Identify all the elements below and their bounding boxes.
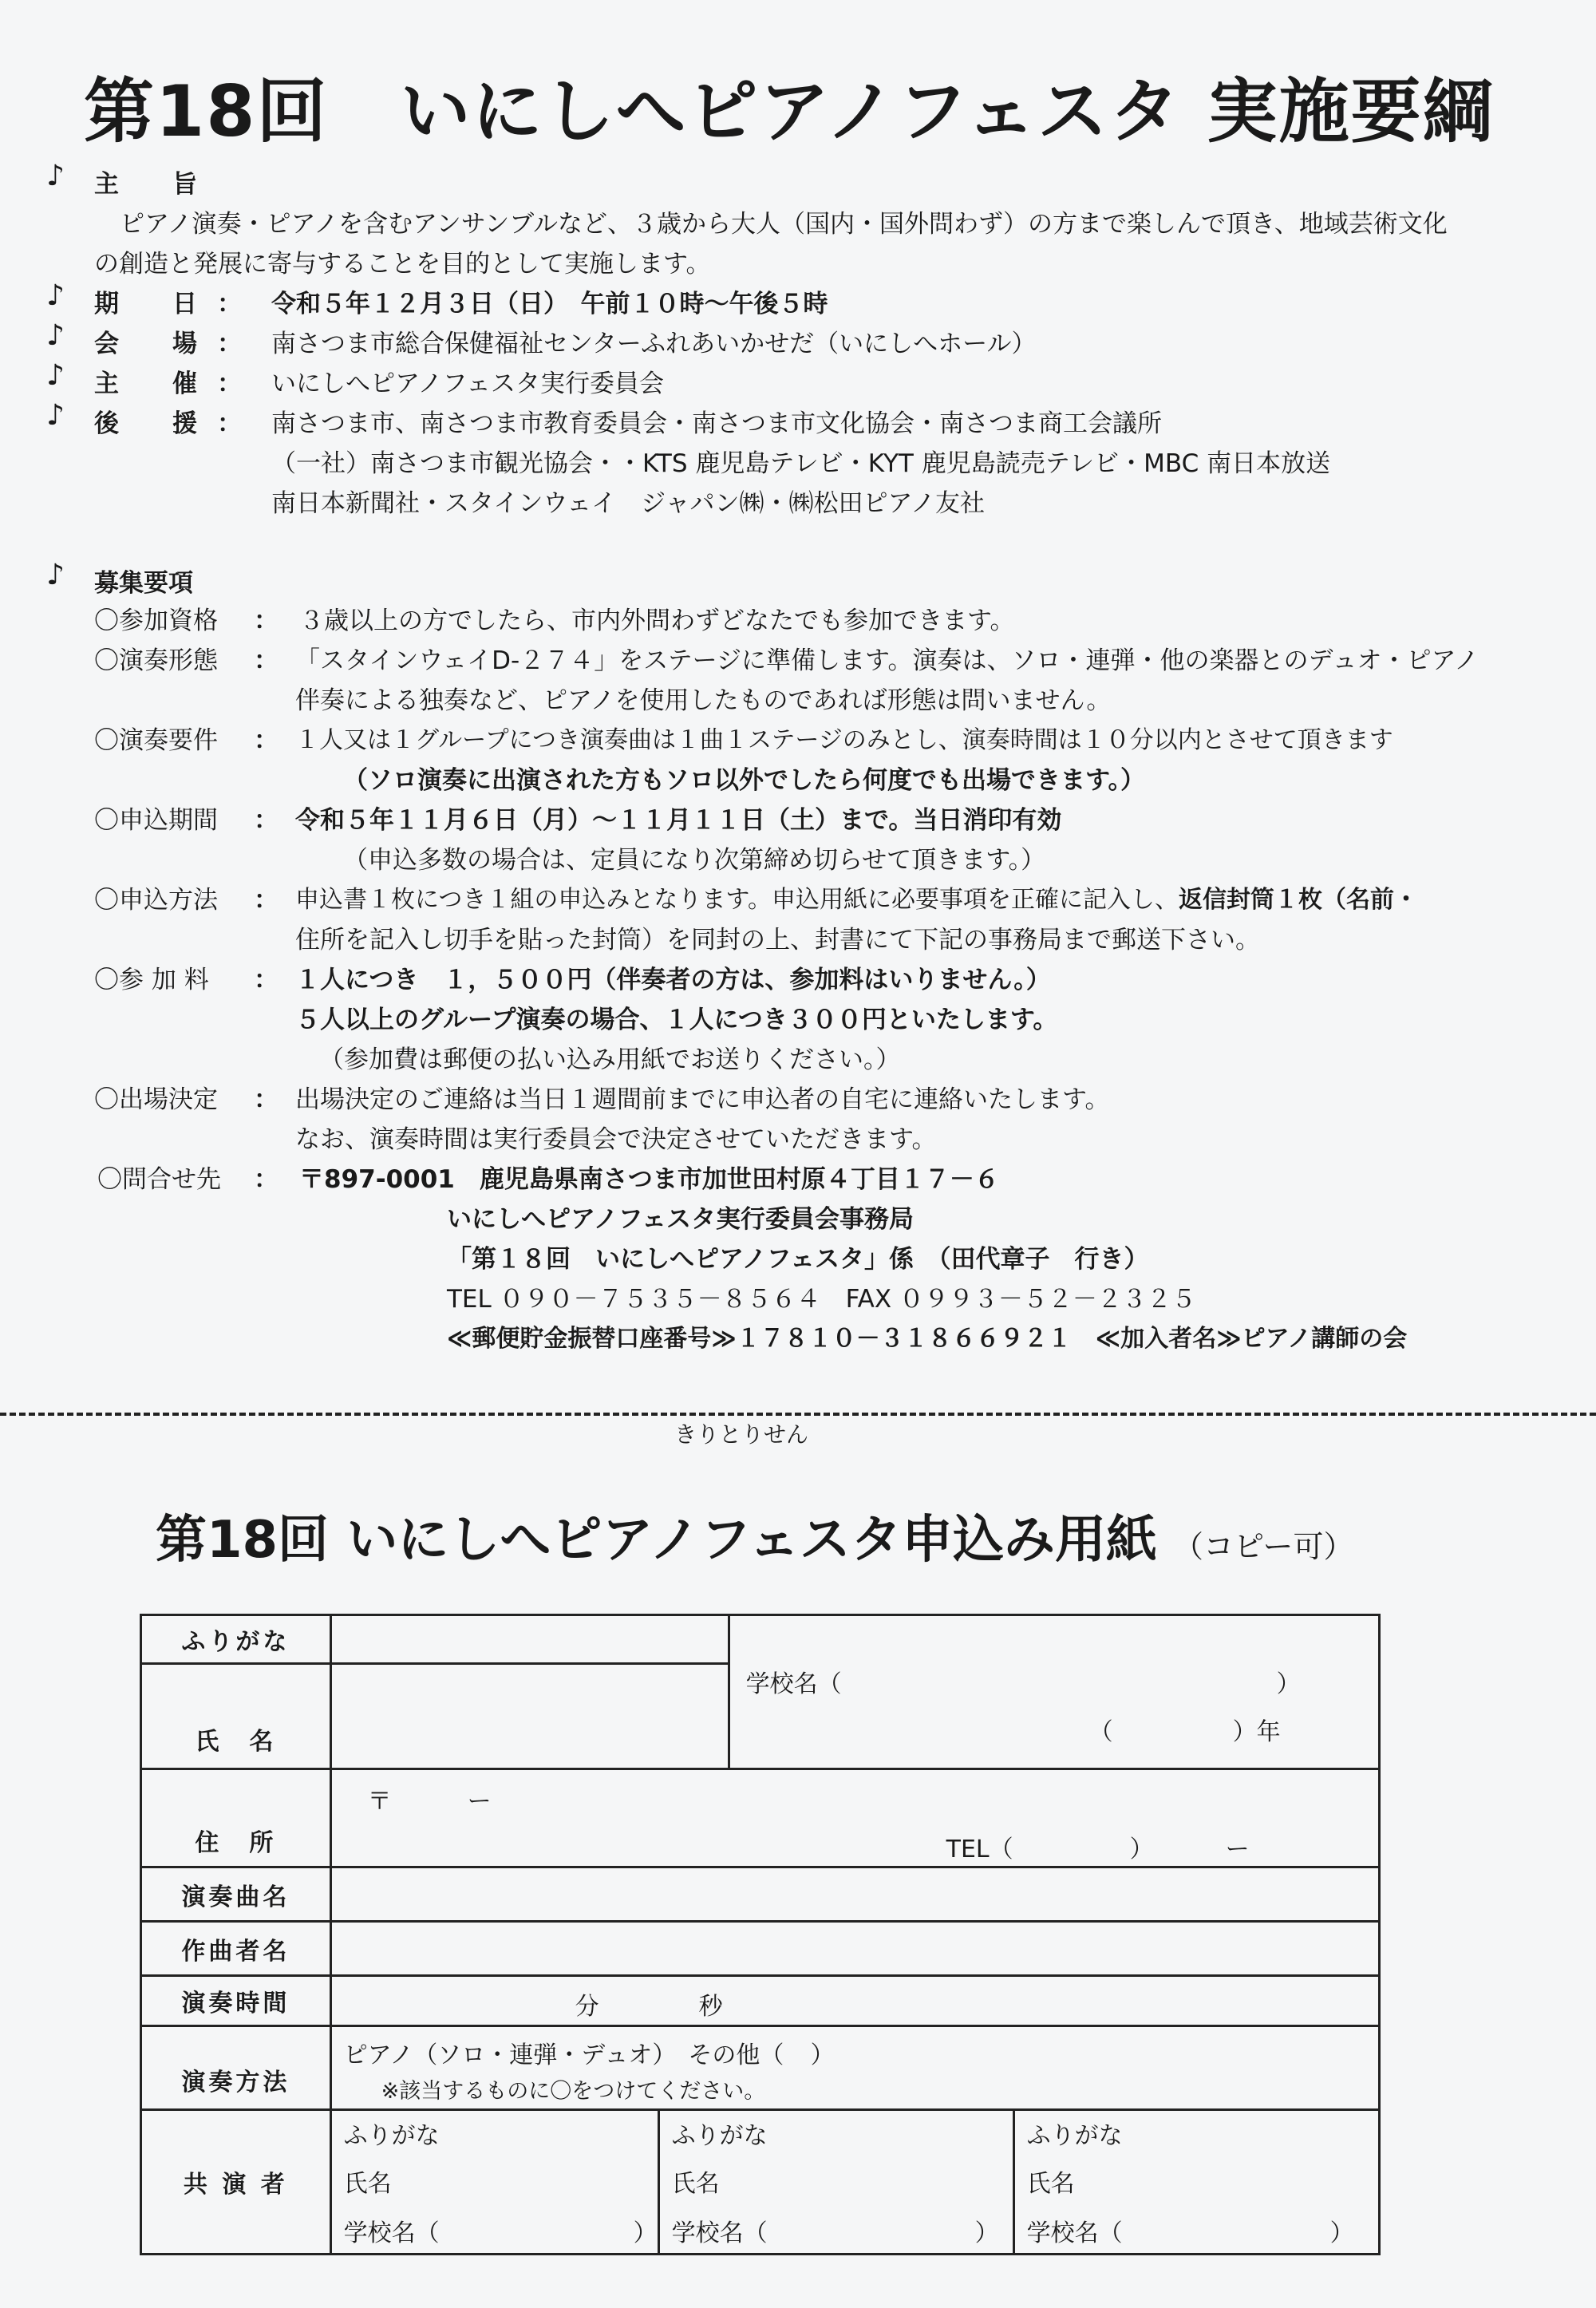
form-title: 第18回 いにしへピアノフェスタ申込み用紙 （コピー可） — [156, 1511, 1354, 1570]
method-field[interactable] — [330, 2026, 1379, 2110]
colon: ： — [254, 1085, 279, 1114]
music-note-icon: ♪ — [46, 160, 65, 192]
method-label: 演奏方法 — [141, 2026, 331, 2110]
perf1-school: 学校名（ — [343, 2219, 440, 2247]
tel-close: ） — [1129, 1836, 1154, 1863]
performers-label: 共 演 者 — [141, 2110, 331, 2255]
contact-line2: いにしへピアノフェスタ実行委員会事務局 — [447, 1205, 914, 1234]
piece-label: 演奏曲名 — [141, 1867, 331, 1922]
copy-note: （コピー可） — [1173, 1529, 1354, 1564]
music-note-icon: ♪ — [46, 399, 65, 432]
music-note-icon: ♪ — [46, 559, 65, 591]
postal-mark: 〒 — [367, 1788, 392, 1816]
label-organizer: 主 催 — [94, 370, 211, 398]
method-line1: 申込書１枚につき１組の申込みとなります。申込用紙に必要事項を正確に記入し、返信封筒１枚（名前・ — [295, 886, 1418, 914]
colon: ： — [217, 370, 242, 398]
music-note-icon: ♪ — [46, 319, 65, 352]
label-qualification: 〇参加資格 — [94, 607, 218, 635]
perf2-close: ） — [974, 2219, 999, 2247]
address-label: 住 所 — [141, 1769, 331, 1867]
label-method: 〇申込方法 — [94, 886, 218, 915]
composer-label: 作曲者名 — [141, 1922, 331, 1976]
tel-label: TEL（ — [946, 1836, 1013, 1863]
label-date: 期 日 — [94, 290, 211, 318]
perf2-furigana: ふりがな — [671, 2122, 768, 2150]
method-note: ※該当するものに〇をつけてください。 — [381, 2079, 766, 2104]
colon: ： — [254, 726, 279, 755]
fee-line1: １人につき １，５００円（伴奏者の方は、参加料はいりません。） — [295, 966, 1051, 994]
perf3-school: 学校名（ — [1026, 2219, 1123, 2247]
perf2-name: 氏名 — [671, 2170, 720, 2198]
performer-2[interactable] — [660, 2111, 1015, 2253]
colon: ： — [217, 330, 242, 358]
perf1-name: 氏名 — [343, 2170, 392, 2198]
contact-line3: 「第１８回 いにしへピアノフェスタ」係 （田代章子 行き） — [447, 1245, 1149, 1274]
school-label: 学校名（ — [745, 1670, 842, 1698]
music-note-icon: ♪ — [46, 279, 65, 312]
fee-line3: （参加費は郵便の払い込み用紙でお送りください。） — [319, 1045, 901, 1074]
method-options: ピアノ（ソロ・連弾・デュオ） その他（ — [343, 2041, 784, 2069]
support-line3: 南日本新聞社・スタインウェイ ジャパン㈱・㈱松田ピアノ友社 — [271, 489, 986, 518]
colon: ： — [254, 607, 279, 635]
contact-line5: ≪郵便貯金振替口座番号≫１７８１０－３１８６６９２１ ≪加入者名≫ピアノ講師の会 — [447, 1325, 1408, 1353]
support-line2: （一社）南さつま市観光協会・・KTS 鹿児島テレビ・KYT 鹿児島読売テレビ・MBC 南日本放送 — [271, 449, 1331, 478]
composer-field[interactable] — [330, 1922, 1379, 1976]
colon: ： — [254, 806, 279, 835]
fee-line2: ５人以上のグループ演奏の場合、１人につき３００円といたします。 — [295, 1006, 1058, 1034]
qualification-line1: ３歳以上の方でしたら、市内外問わずどなたでも参加できます。 — [299, 607, 1015, 635]
label-contact: 〇問合せ先 — [97, 1165, 221, 1194]
contact-line1: 〒897-0001 鹿児島県南さつま市加世田村原４丁目１７－６ — [299, 1165, 999, 1194]
minutes-label: 分 — [575, 1993, 599, 2021]
colon: ： — [254, 1165, 279, 1194]
school-close: ） — [1276, 1670, 1301, 1698]
postal-dash: ー — [467, 1788, 492, 1816]
tel-dash: ー — [1225, 1836, 1250, 1863]
music-note-icon: ♪ — [46, 359, 65, 392]
method-line2: 住所を記入し切手を貼った封筒）を同封の上、封書にて下記の事務局まで郵送下さい。 — [295, 926, 1260, 954]
support-line1: 南さつま市、南さつま市教育委員会・南さつま市文化協会・南さつま商工会議所 — [271, 409, 1162, 438]
school-grade-cell[interactable] — [729, 1615, 1379, 1769]
requirement-line2: （ソロ演奏に出演された方もソロ以外でしたら何度でも出場できます。） — [343, 766, 1146, 795]
format-line1: 「スタインウェイD-２７４」をステージに準備します。演奏は、ソロ・連弾・他の楽器とのデュオ・ピアノ — [295, 646, 1479, 675]
performer-3[interactable] — [1015, 2111, 1378, 2253]
venue-value: 南さつま市総合保健福祉センターふれあいかせだ（いにしへホール） — [271, 330, 1037, 358]
decision-line1: 出場決定のご連絡は当日１週間前までに申込者の自宅に連絡いたします。 — [295, 1085, 1110, 1114]
address-field[interactable] — [330, 1769, 1379, 1867]
colon: ： — [254, 646, 279, 675]
recruit-heading: 募集要項 — [94, 569, 193, 598]
decision-line2: なお、演奏時間は実行委員会で決定させていただきます。 — [295, 1125, 937, 1154]
colon: ： — [217, 409, 242, 438]
label-requirement: 〇演奏要件 — [94, 726, 218, 755]
name-label: 氏 名 — [141, 1663, 331, 1769]
period-line2: （申込多数の場合は、定員になり次第締め切らせて頂きます。） — [343, 846, 1046, 875]
duration-label: 演奏時間 — [141, 1976, 331, 2026]
page-title: 第18回 いにしへピアノフェスタ 実施要綱 — [84, 70, 1495, 152]
seconds-label: 秒 — [698, 1993, 723, 2021]
date-value: 令和５年１２月３日（日） 午前１０時～午後５時 — [271, 290, 828, 318]
colon: ： — [254, 966, 279, 994]
label-format: 〇演奏形態 — [94, 646, 218, 675]
perf1-close: ） — [633, 2219, 658, 2247]
label-period: 〇申込期間 — [94, 806, 218, 835]
perf2-school: 学校名（ — [671, 2219, 768, 2247]
organizer-value: いにしへピアノフェスタ実行委員会 — [271, 370, 664, 398]
contact-line4: TEL ０９０－７５３５－８５６４ FAX ０９９３－５２－２３２５ — [447, 1285, 1196, 1314]
label-fee: 〇参 加 料 — [94, 966, 209, 994]
cut-line — [0, 1413, 1596, 1416]
cut-label: きりとりせん — [674, 1421, 809, 1448]
grade-open: （ — [1088, 1718, 1113, 1746]
format-line2: 伴奏による独奏など、ピアノを使用したものであれば形態は問いません。 — [295, 686, 1112, 715]
performers-field — [330, 2110, 1379, 2255]
application-form — [140, 1614, 1381, 2255]
purpose-line2: の創造と発展に寄与することを目的として実施します。 — [94, 250, 711, 279]
grade-close: ）年 — [1232, 1718, 1281, 1746]
colon: ： — [217, 290, 242, 318]
label-decision: 〇出場決定 — [94, 1085, 218, 1114]
purpose-line1: ピアノ演奏・ピアノを含むアンサンブルなど、３歳から大人（国内・国外問わず）の方まで楽しんで頂き、地域芸術文化 — [120, 210, 1448, 239]
furigana-label: ふりがな — [141, 1615, 331, 1664]
label-support: 後 援 — [94, 409, 211, 438]
duration-field[interactable] — [330, 1976, 1379, 2026]
method-close: ） — [810, 2041, 835, 2069]
furigana-field[interactable] — [330, 1615, 729, 1664]
requirement-line1: １人又は１グループにつき演奏曲は１曲１ステージのみとし、演奏時間は１０分以内とさせて頂きます — [295, 726, 1393, 754]
perf3-name: 氏名 — [1026, 2170, 1075, 2198]
perf3-close: ） — [1329, 2219, 1354, 2247]
colon: ： — [254, 886, 279, 915]
perf3-furigana: ふりがな — [1026, 2122, 1123, 2150]
period-line1: 令和５年１１月６日（月）～１１月１１日（土）まで。当日消印有効 — [295, 806, 1062, 835]
label-purpose: 主 旨 — [94, 170, 211, 199]
perf1-furigana: ふりがな — [343, 2122, 440, 2150]
performer-1[interactable] — [332, 2111, 660, 2253]
piece-field[interactable] — [330, 1867, 1379, 1922]
name-field[interactable] — [330, 1663, 729, 1769]
label-venue: 会 場 — [94, 330, 211, 358]
